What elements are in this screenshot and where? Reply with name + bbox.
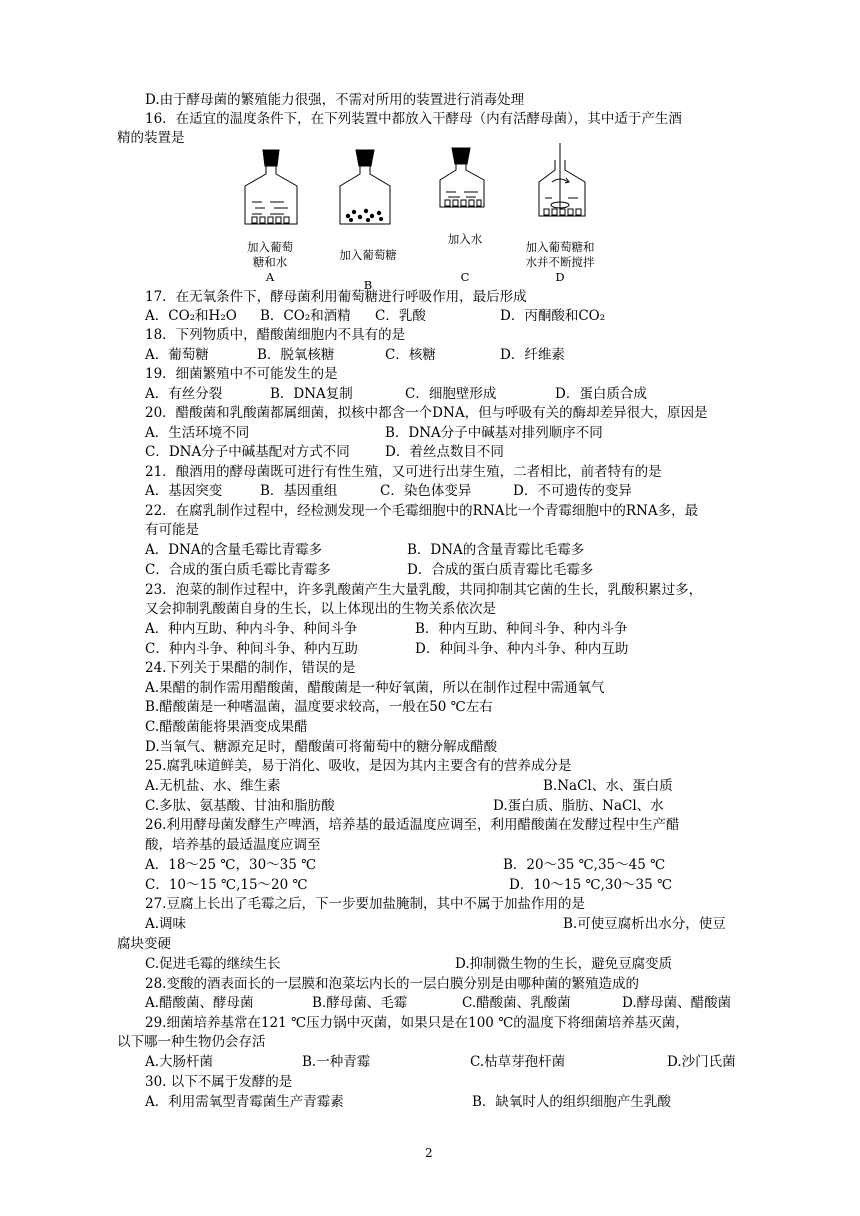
q19-option-c: C．细胞壁形成 (405, 386, 497, 402)
bottle-b-icon (340, 150, 390, 224)
q25-option-a: A.无机盐、水、维生素 (145, 778, 281, 794)
q23-stem-line2: 又会抑制乳酸菌自身的生长，以上体现出的生物关系依次是 (145, 601, 496, 617)
q17-option-d: D．丙酮酸和CO₂ (500, 308, 606, 324)
q24-option-d: D.当氧气、糖源充足时，醋酸菌可将葡萄中的糖分解成醋酸 (145, 739, 498, 755)
bottle-a-caption-line1: 加入葡萄 (247, 240, 293, 254)
q22-option-c: C．合成的蛋白质毛霉比青霉多 (145, 562, 331, 578)
q24-option-a: A.果醋的制作需用醋酸菌，醋酸菌是一种好氧菌，所以在制作过程中需通氧气 (145, 680, 605, 696)
q20-stem: 20．醋酸菌和乳酸菌都属细菌，拟核中都含一个DNA，但与呼吸有关的酶却差异很大，原因是 (145, 405, 708, 421)
q28-option-b: B.酵母菌、毛霉 (312, 995, 408, 1011)
q22-stem-line2: 有可能是 (145, 522, 199, 538)
q27-option-a: A.调味 (145, 916, 187, 932)
bottle-a-icon (245, 150, 297, 224)
bottle-c-caption-line1: 加入水 (447, 232, 483, 246)
q29-option-d: D.沙门氏菌 (667, 1054, 736, 1070)
q29-option-b: B.一种青霉 (302, 1054, 371, 1070)
q28-option-c: C.醋酸菌、乳酸菌 (462, 995, 571, 1011)
q25-option-b: B.NaCl、水、蛋白质 (543, 778, 673, 794)
bottle-b-letter: B (363, 278, 373, 292)
bottle-d-caption-line1: 加入葡萄糖和 (525, 240, 595, 254)
bottle-c-icon (440, 148, 484, 207)
q20-option-b: B．DNA分子中碱基对排列顺序不同 (385, 425, 603, 441)
q26-option-b: B．20～35 ℃,35～45 ℃ (503, 857, 666, 873)
q17-option-c: C．乳酸 (375, 308, 426, 324)
q20-option-a: A．生活环境不同 (145, 425, 250, 441)
bottle-c-caption (430, 232, 500, 285)
q27-option-c: C.促进毛霉的继续生长 (145, 956, 281, 972)
bottle-a-letter: A (265, 270, 275, 284)
q16-bottle-figure (230, 140, 620, 235)
bottle-b-caption-line1: 加入葡萄糖 (339, 248, 397, 262)
q23-stem-line1: 23．泡菜的制作过程中，许多乳酸菌产生大量乳酸，共同抑制其它菌的生长，乳酸积累过多， (145, 582, 703, 598)
q21-option-d: D．不可遗传的变异 (513, 483, 632, 499)
q30-option-a: A．利用需氧型青霉菌生产青霉素 (145, 1094, 344, 1110)
q23-option-b: B．种内互助、种间斗争、种内斗争 (415, 621, 628, 637)
q27-option-b-wrap: 腐块变硬 (117, 936, 171, 952)
q21-option-a: A．基因突变 (145, 483, 223, 499)
q27-option-b: B.可使豆腐析出水分，使豆 (563, 916, 726, 932)
q23-option-a: A．种内互助、种内斗争、种间斗争 (145, 621, 358, 637)
q25-option-d: D.蛋白质、脂肪、NaCl、水 (493, 798, 664, 814)
bottle-a-caption (235, 240, 305, 285)
q18-option-c: C．核糖 (385, 347, 436, 363)
q29-option-a: A.大肠杆菌 (145, 1054, 214, 1070)
q21-stem: 21．酿酒用的酵母菌既可进行有性生殖，又可进行出芽生殖，二者相比，前者特有的是 (145, 464, 662, 480)
q18-option-d: D．纤维素 (500, 347, 565, 363)
q30-stem: 30. 以下不属于发酵的是 (145, 1074, 293, 1090)
q15-option-d: D.由于酵母菌的繁殖能力很强，不需对所用的装置进行消毒处理 (145, 92, 525, 108)
q16-stem-line1: 16．在适宜的温度条件下，在下列装置中都放入干酵母（内有活酵母菌），其中适于产生酒 (145, 111, 682, 127)
q18-option-b: B．脱氧核糖 (257, 347, 335, 363)
q23-option-c: C．种内斗争、种间斗争、种内互助 (145, 641, 358, 657)
bottle-d-letter: D (555, 270, 565, 284)
bottle-d-icon (539, 143, 585, 216)
q25-option-c: C.多肽、氨基酸、甘油和脂肪酸 (145, 798, 335, 814)
q19-stem: 19．细菌繁殖中不可能发生的是 (145, 366, 338, 382)
q26-stem-line2: 酸，培养基的最适温度应调至 (145, 837, 321, 853)
bottle-a-caption-line2: 糖和水 (252, 255, 288, 269)
bottle-d-caption-line2: 水并不断搅拌 (525, 255, 595, 269)
q22-option-b: B．DNA的含量青霉比毛霉多 (407, 542, 585, 558)
q24-option-c: C.醋酸菌能将果酒变成果醋 (145, 719, 308, 735)
q16-stem-line2: 精的装置是 (117, 130, 185, 146)
q22-option-d: D．合成的蛋白质青霉比毛霉多 (407, 562, 594, 578)
q29-stem-line1: 29.细菌培养基常在121 ℃压力锅中灭菌，如果只是在100 ℃的温度下将细菌培养基灭菌， (145, 1015, 689, 1031)
q19-option-a: A．有丝分裂 (145, 386, 223, 402)
q18-option-a: A．葡萄糖 (145, 347, 209, 363)
q18-stem: 18．下列物质中，醋酸菌细胞内不具有的是 (145, 327, 406, 343)
q19-option-b: B．DNA复制 (270, 386, 353, 402)
q29-stem-line2: 以下哪一种生物仍会存活 (117, 1034, 266, 1050)
q21-option-b: B．基因重组 (260, 483, 338, 499)
bottle-c-letter: C (460, 270, 470, 284)
q24-option-b: B.醋酸菌是一种嗜温菌，温度要求较高，一般在50 ℃左右 (145, 699, 493, 715)
q29-option-c: C.枯草芽孢杆菌 (470, 1054, 566, 1070)
q19-option-d: D．蛋白质合成 (555, 386, 647, 402)
q27-option-d: D.抑制微生物的生长，避免豆腐变质 (455, 956, 673, 972)
q28-stem: 28.变酸的酒表面长的一层膜和泡菜坛内长的一层白膜分别是由哪种菌的繁殖造成的 (145, 976, 639, 992)
q20-option-c: C．DNA分子中碱基配对方式不同 (145, 444, 350, 460)
page-number: 2 (425, 1146, 433, 1160)
q25-stem: 25.腐乳味道鲜美，易于消化、吸收，是因为其内主要含有的营养成分是 (145, 758, 572, 774)
q30-option-b: B．缺氧时人的组织细胞产生乳酸 (472, 1094, 671, 1110)
bottle-b-caption (328, 248, 408, 293)
q27-stem: 27.豆腐上长出了毛霉之后，下一步要加盐腌制，其中不属于加盐作用的是 (145, 896, 585, 912)
q26-option-d: D．10～15 ℃,30～35 ℃ (509, 877, 673, 893)
q26-option-c: C．10～15 ℃,15～20 ℃ (145, 877, 308, 893)
q20-option-d: D．着丝点数目不同 (385, 444, 504, 460)
q24-stem: 24.下列关于果醋的制作，错误的是 (145, 660, 356, 676)
q17-stem: 17．在无氧条件下，酵母菌利用葡萄糖进行呼吸作用，最后形成 (145, 289, 527, 305)
q17-option-a: A．CO₂和H₂O (145, 308, 237, 324)
q17-option-b: B．CO₂和酒精 (260, 308, 351, 324)
q21-option-c: C．染色体变异 (380, 483, 472, 499)
q28-option-a: A.醋酸菌、酵母菌 (145, 995, 254, 1011)
q28-option-d: D.酵母菌、醋酸菌 (622, 995, 732, 1011)
q22-stem-line1: 22．在腐乳制作过程中，经检测发现一个毛霉细胞中的RNA比一个青霉细胞中的RNA多，最 (145, 503, 699, 519)
q22-option-a: A．DNA的含量毛霉比青霉多 (145, 542, 323, 558)
q26-stem-line1: 26.利用酵母菌发酵生产啤酒，培养基的最适温度应调至，利用醋酸菌在发酵过程中生产醋 (145, 817, 680, 833)
bottle-d-caption (515, 240, 605, 285)
q23-option-d: D．种间斗争、种内斗争、种内互助 (415, 641, 629, 657)
q26-option-a: A．18～25 ℃，30～35 ℃ (145, 857, 317, 873)
